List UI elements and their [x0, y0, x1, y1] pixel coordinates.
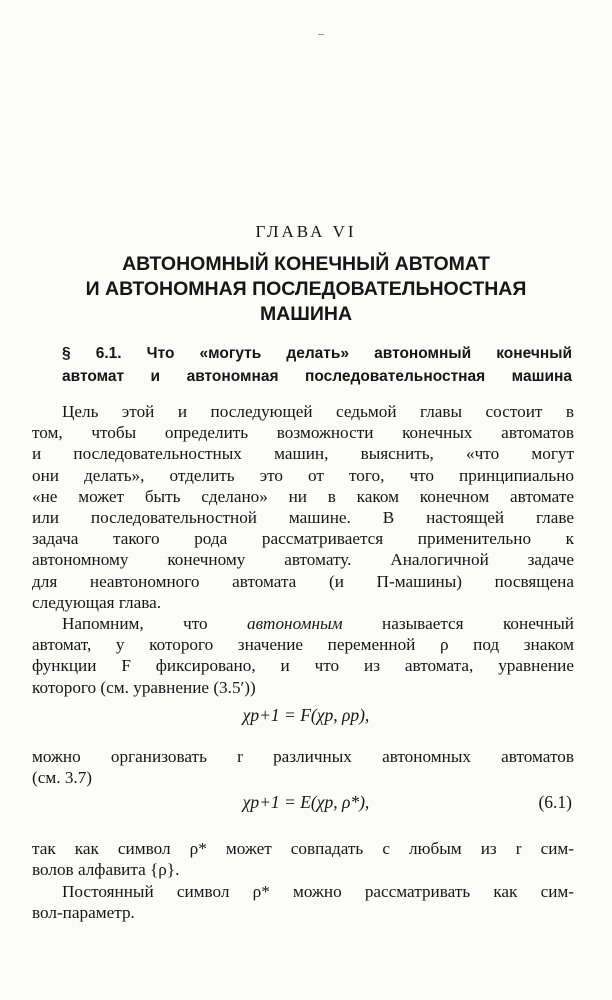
- italic-term: автономным: [247, 614, 343, 634]
- text-line: для неавтономного автомата (и П-машины) посвящена: [32, 571, 574, 591]
- text-line: они делать», отделить это от того, что принципиально: [32, 465, 574, 485]
- text-line: функции F фиксировано, и что из автомата, уравнение: [32, 656, 574, 676]
- paragraph-after-formula-2: [32, 838, 574, 880]
- chapter-label: ГЛАВА VI: [255, 222, 357, 241]
- section-heading-line: автомат и автономная последовательностная машина: [62, 368, 572, 385]
- chapter-title: [30, 252, 582, 327]
- text-line: «не может быть сделано» ни в каком конечном автомате: [32, 486, 574, 506]
- text-line: (см. 3.7): [32, 768, 93, 788]
- scan-mark: [318, 34, 324, 35]
- text-line: и последовательностных машин, выяснить, «что могут: [32, 444, 574, 464]
- formula-1: χp+1 = F(χp, ρp),: [242, 705, 370, 725]
- text-line: или последовательностной машине. В настоящей главе: [32, 508, 574, 528]
- text-line: задача такого рода рассматривается применительно к: [32, 529, 574, 549]
- text-line: том, чтобы определить возможности конечных автоматов: [32, 423, 574, 443]
- text-line: автомат, у которого значение переменной ρ под знаком: [32, 635, 574, 655]
- text-line: Постоянный символ ρ* можно рассматривать как сим-: [62, 882, 574, 901]
- section-heading: [62, 342, 572, 388]
- paragraph-intro: [32, 401, 575, 698]
- text-line: [62, 613, 574, 634]
- equation-number: (6.1): [538, 792, 572, 812]
- section-heading-line: § 6.1. Что «могуть делать» автономный конечный: [62, 345, 572, 362]
- text-line: волов алфавита {ρ}.: [32, 860, 180, 880]
- text-line: вол-параметр.: [32, 903, 135, 923]
- text-line: Цель этой и последующей седьмой главы состоит в: [62, 402, 574, 421]
- paragraph-after-formula-1: [32, 746, 574, 788]
- chapter-title-line: МАШИНА: [259, 303, 353, 325]
- formula-2: χp+1 = E(χp, ρ*),: [242, 792, 370, 812]
- chapter-title-line: И АВТОНОМНАЯ ПОСЛЕДОВАТЕЛЬНОСТНАЯ: [85, 278, 527, 300]
- text-fragment: называется конечный: [382, 614, 575, 634]
- text-line: следующая глава.: [32, 592, 162, 612]
- text-line: так как символ ρ* может совпадать с любым из r сим-: [32, 839, 574, 858]
- chapter-title-line: АВТОНОМНЫЙ КОНЕЧНЫЙ АВТОМАТ: [122, 253, 490, 275]
- text-fragment: Напомним, что: [62, 614, 208, 634]
- text-line: автономному конечному автомату. Аналогичной задаче: [32, 550, 574, 570]
- paragraph-parameter: [32, 881, 574, 923]
- text-line: можно организовать r различных автономных автоматов: [32, 747, 574, 766]
- text-line: которого (см. уравнение (3.5′)): [32, 677, 256, 697]
